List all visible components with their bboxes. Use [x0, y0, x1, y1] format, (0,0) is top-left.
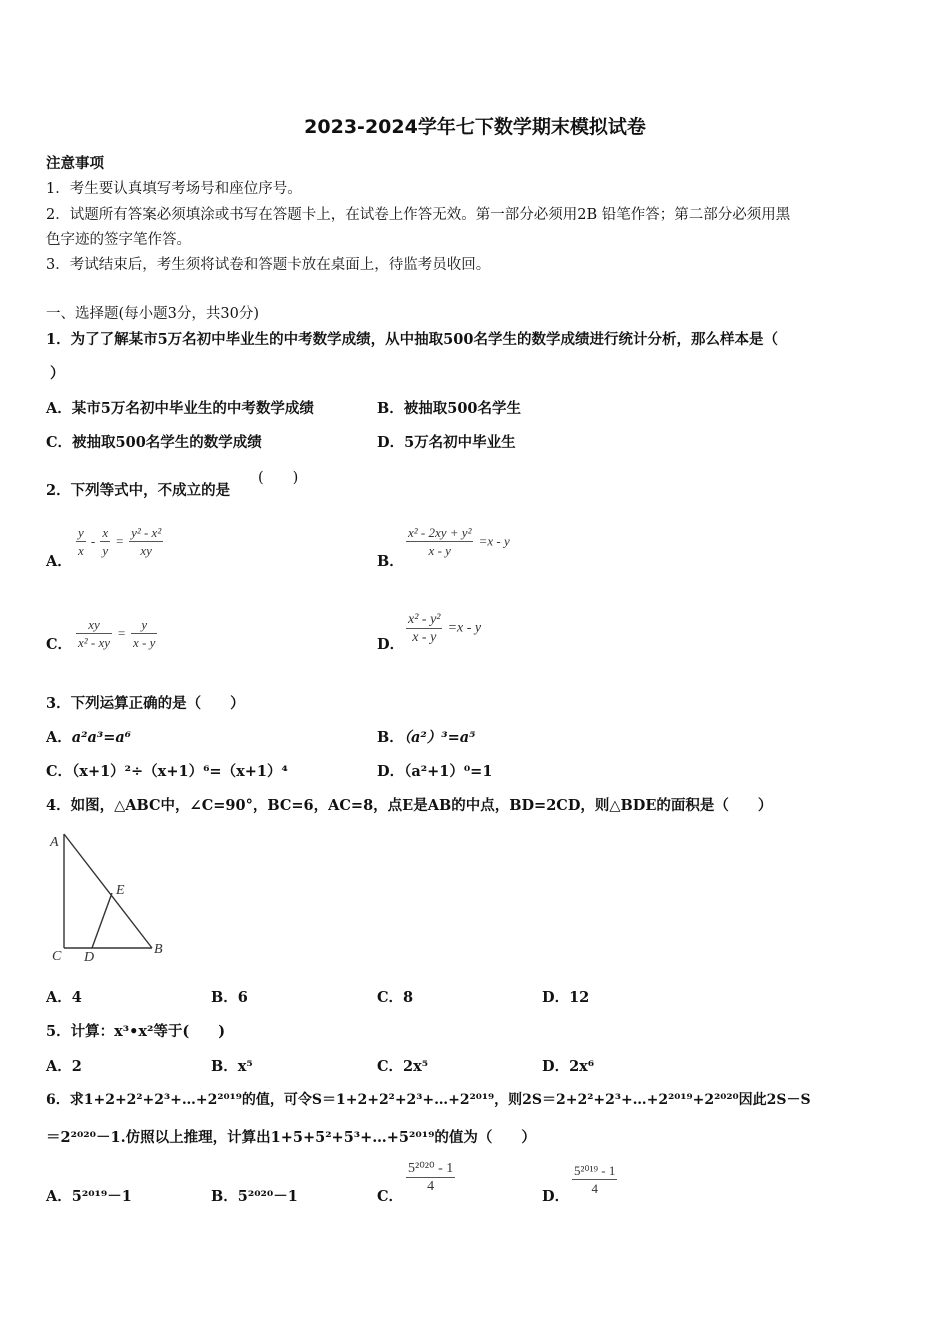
q5-option-d[interactable]: D．2x⁶: [542, 1058, 595, 1075]
notice-heading: 注意事项: [46, 155, 104, 172]
q2-option-d-formula: $\frac{\text{x² - y²}}{x - y}$ =x - y: [408, 612, 482, 645]
q4-stem: 4．如图，△ABC中，∠C=90°，BC=6，AC=8，点E是AB的中点，BD=2CD，则△BDE的面积是（ ）: [46, 797, 773, 814]
notice-item: 3．考试结束后，考生须将试卷和答题卡放在桌面上，待监考员收回。: [46, 257, 491, 273]
q3-option-b[interactable]: B．（a²）³=a⁵: [377, 729, 476, 746]
q2-option-c-formula: $\frac{xy}{\text{x² - xy}}$ = $\frac{y}{x - y}$: [78, 617, 156, 650]
q1-stem-tail: ）: [50, 365, 65, 382]
q6-option-c-label[interactable]: C．: [377, 1188, 404, 1205]
q3-option-a[interactable]: A．a²a³=a⁶: [46, 729, 132, 746]
q5-option-c[interactable]: C．2x⁵: [377, 1058, 429, 1075]
label-a: A: [50, 835, 59, 850]
label-c: C: [52, 949, 62, 964]
q6-stem-line1: 6．求1+2+2²+2³+…+2²⁰¹⁹的值，可令S＝1+2+2²+2³+…+2²⁰¹⁹，则2S＝2+2²+2³+…+2²⁰¹⁹+2²⁰²⁰因此2S－S: [46, 1092, 811, 1108]
fraction: $\frac{\text{y² - x²}}{xy}$: [131, 525, 162, 558]
label-e: E: [116, 883, 125, 898]
label-b: B: [154, 942, 163, 957]
q2-paren: ( ): [258, 470, 299, 486]
q3-option-c[interactable]: C．（x+1）²÷（x+1）⁶=（x+1）⁴: [46, 763, 288, 780]
label-d: D: [84, 950, 95, 965]
q1-stem: 1．为了了解某市5万名初中毕业生的中考数学成绩，从中抽取500名学生的数学成绩进行统计分析，那么样本是（: [46, 331, 778, 348]
q6-option-b[interactable]: B．5²⁰²⁰－1: [211, 1188, 298, 1205]
fraction: $\frac{xy}{\text{x² - xy}}$: [78, 617, 111, 650]
fraction: $\frac{\text{x² - y²}}{x - y}$: [408, 612, 441, 645]
q5-option-a[interactable]: A．2: [46, 1058, 82, 1075]
q4-option-d[interactable]: D．12: [542, 989, 590, 1006]
q6-option-a[interactable]: A．5²⁰¹⁹－1: [46, 1188, 132, 1205]
fraction: $\frac{y}{x}$: [78, 525, 84, 558]
fraction: $\frac{y}{x - y}$: [133, 617, 156, 650]
q4-option-a[interactable]: A．4: [46, 989, 82, 1006]
q6-option-c-formula: [406, 1160, 455, 1195]
q2-option-a-label[interactable]: A．: [46, 553, 72, 570]
q2-option-c-label[interactable]: C．: [46, 636, 73, 653]
q2-option-b-label[interactable]: B．: [377, 553, 404, 570]
q5-stem: 5．计算：x³•x²等于( ): [46, 1023, 226, 1040]
section-heading: 一、选择题(每小题3分，共30分): [46, 306, 259, 322]
q4-option-c[interactable]: C．8: [377, 989, 414, 1006]
q1-option-b[interactable]: B．被抽取500名学生: [377, 400, 522, 417]
q5-option-b[interactable]: B．x⁵: [211, 1058, 253, 1075]
notice-item: 色字迹的签字笔作答。: [46, 232, 191, 248]
page-title: 2023-2024学年七下数学期末模拟试卷: [304, 116, 646, 138]
notice-item: 1．考生要认真填写考场号和座位序号。: [46, 181, 302, 197]
notice-item: 2．试题所有答案必须填涂或书写在答题卡上，在试卷上作答无效。第一部分必须用2B 铅笔作答；第二部分必须用黑: [46, 207, 791, 223]
q2-option-b-formula: $\frac{\text{x² - 2xy + y²}}{x - y}$ =x - y: [408, 525, 510, 558]
q6-stem-line2: ＝2²⁰²⁰－1.仿照以上推理，计算出1+5+5²+5³+…+5²⁰¹⁹的值为（ ）: [46, 1129, 536, 1146]
fraction: $\frac{\text{x² - 2xy + y²}}{x - y}$: [408, 525, 472, 558]
q2-option-d-label[interactable]: D．: [377, 636, 405, 653]
q2-stem: 2．下列等式中，不成立的是: [46, 482, 231, 499]
q3-stem: 3．下列运算正确的是（ ）: [46, 695, 245, 712]
triangle-figure: [44, 826, 184, 968]
q6-option-d-formula: [572, 1162, 617, 1197]
q1-option-a[interactable]: A．某市5万名初中毕业生的中考数学成绩: [46, 400, 314, 417]
q4-option-b[interactable]: B．6: [211, 989, 248, 1006]
fraction: $\frac{\text{5²⁰²⁰ - 1}}{4}$: [408, 1161, 454, 1194]
q1-option-c[interactable]: C．被抽取500名学生的数学成绩: [46, 434, 262, 451]
segment-ab: [64, 834, 152, 948]
q3-option-d[interactable]: D．（a²+1）⁰=1: [377, 763, 493, 780]
q1-option-d[interactable]: D．5万名初中毕业生: [377, 434, 516, 451]
q2-option-a-formula: $\frac{y}{x}$ - $\frac{x}{y}$ = $\frac{\text{y² - x²}}{xy}$: [78, 525, 162, 558]
q6-option-d-label[interactable]: D．: [542, 1188, 570, 1205]
fraction: $\frac{x}{y}$: [102, 525, 109, 558]
fraction: $\frac{\text{5²⁰¹⁹ - 1}}{4}$: [574, 1163, 616, 1196]
segment-de: [92, 893, 112, 948]
